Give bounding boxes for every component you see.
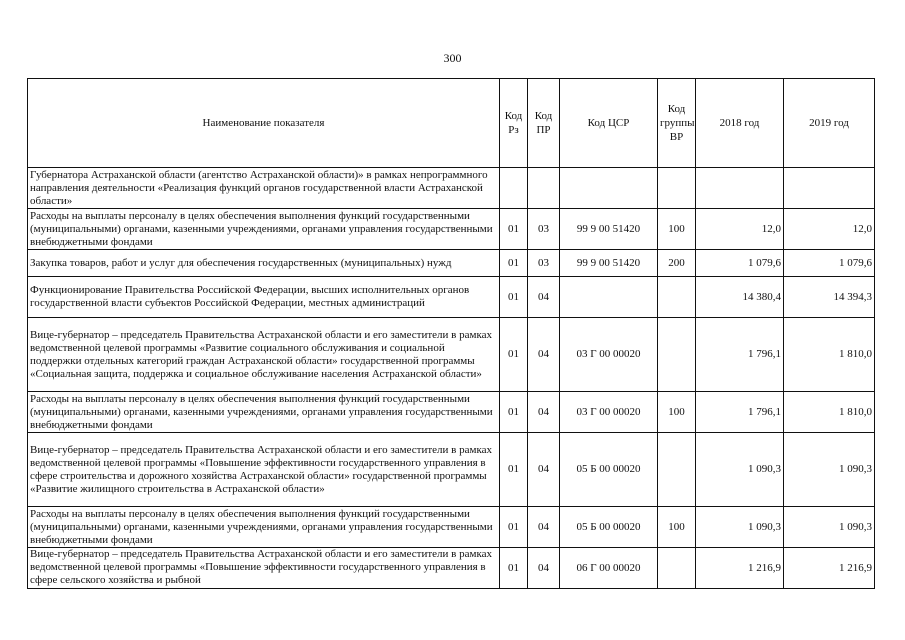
- row-rz: 01: [500, 433, 528, 507]
- row-2019: 1 079,6: [784, 250, 875, 277]
- table-row: [28, 318, 875, 392]
- row-rz: 01: [500, 507, 528, 548]
- row-pr: 04: [528, 433, 560, 507]
- row-pr: 04: [528, 318, 560, 392]
- row-name: Вице-губернатор – председатель Правительства Астраханской области и его заместители в рамках ведомственной целевой программы «Повышение эффективности государственного управления в сфере строительства и дорожного хозяйства Астраханской области» государственной программы «Развитие жилищного строительства в Астраханской области»: [28, 433, 500, 507]
- table-row: [28, 548, 875, 589]
- row-rz: 01: [500, 318, 528, 392]
- row-name: Расходы на выплаты персоналу в целях обеспечения выполнения функций государственными (муниципальными) органами, казенными учреждениями, органами управления государственными внебюджетными фондами: [28, 392, 500, 433]
- row-name: Закупка товаров, работ и услуг для обеспечения государственных (муниципальных) нужд: [28, 250, 500, 277]
- row-2018: 1 079,6: [696, 250, 784, 277]
- row-rz: 01: [500, 209, 528, 250]
- row-name: Расходы на выплаты персоналу в целях обеспечения выполнения функций государственными (муниципальными) органами, казенными учреждениями, органами управления государственными внебюджетными фондами: [28, 209, 500, 250]
- row-2018: 1 216,9: [696, 548, 784, 589]
- row-vr: [658, 168, 696, 209]
- row-csr: [560, 168, 658, 209]
- row-2019: 1 090,3: [784, 433, 875, 507]
- row-name: Функционирование Правительства Российской Федерации, высших исполнительных органов государственной власти субъектов Российской Федерации, местных администраций: [28, 277, 500, 318]
- header-csr: Код ЦСР: [560, 79, 658, 168]
- row-vr: [658, 318, 696, 392]
- row-rz: 01: [500, 250, 528, 277]
- row-rz: [500, 168, 528, 209]
- row-name: Губернатора Астраханской области (агентство Астраханской области)» в рамках непрограммного направления деятельности «Реализация функций органов государственной власти Астраханской области»: [28, 168, 500, 209]
- table-row: [28, 507, 875, 548]
- table-header-row: [28, 79, 875, 168]
- table-row: [28, 209, 875, 250]
- table-row: [28, 250, 875, 277]
- row-csr: 05 Б 00 00020: [560, 507, 658, 548]
- row-vr: 200: [658, 250, 696, 277]
- row-2019: 14 394,3: [784, 277, 875, 318]
- row-vr: 100: [658, 392, 696, 433]
- row-2019: 1 810,0: [784, 318, 875, 392]
- row-2018: 1 796,1: [696, 318, 784, 392]
- row-2018: 1 796,1: [696, 392, 784, 433]
- row-csr: 99 9 00 51420: [560, 250, 658, 277]
- row-rz: 01: [500, 392, 528, 433]
- row-rz: 01: [500, 277, 528, 318]
- row-csr: 06 Г 00 00020: [560, 548, 658, 589]
- row-csr: 03 Г 00 00020: [560, 318, 658, 392]
- row-pr: 03: [528, 250, 560, 277]
- row-2018: 12,0: [696, 209, 784, 250]
- row-name: Вице-губернатор – председатель Правительства Астраханской области и его заместители в рамках ведомственной целевой программы «Развитие социального обслуживания и социальной поддержки отдельных категорий граждан Астраханской области» государственной программы «Социальная защита, поддержка и социальное обслуживание населения Астраханской области»: [28, 318, 500, 392]
- row-csr: 03 Г 00 00020: [560, 392, 658, 433]
- header-2018: 2018 год: [696, 79, 784, 168]
- row-vr: 100: [658, 507, 696, 548]
- row-pr: 04: [528, 392, 560, 433]
- row-pr: 04: [528, 277, 560, 318]
- row-2019: 12,0: [784, 209, 875, 250]
- header-2019: 2019 год: [784, 79, 875, 168]
- row-2019: [784, 168, 875, 209]
- header-name: Наименование показателя: [28, 79, 500, 168]
- row-2019: 1 810,0: [784, 392, 875, 433]
- row-vr: [658, 433, 696, 507]
- row-csr: 05 Б 00 00020: [560, 433, 658, 507]
- row-2019: 1 216,9: [784, 548, 875, 589]
- row-pr: [528, 168, 560, 209]
- row-name: Вице-губернатор – председатель Правительства Астраханской области и его заместители в рамках ведомственной целевой программы «Повышение эффективности государственного управления в сфере сельского хозяйства и рыбной: [28, 548, 500, 589]
- row-vr: [658, 548, 696, 589]
- row-pr: 03: [528, 209, 560, 250]
- row-csr: 99 9 00 51420: [560, 209, 658, 250]
- row-csr: [560, 277, 658, 318]
- header-vr: Код группы ВР: [658, 79, 696, 168]
- row-2018: 14 380,4: [696, 277, 784, 318]
- row-name: Расходы на выплаты персоналу в целях обеспечения выполнения функций государственными (муниципальными) органами, казенными учреждениями, органами управления государственными внебюджетными фондами: [28, 507, 500, 548]
- table-row: [28, 277, 875, 318]
- table-row: [28, 433, 875, 507]
- header-pr: Код ПР: [528, 79, 560, 168]
- row-2018: [696, 168, 784, 209]
- row-vr: [658, 277, 696, 318]
- row-2018: 1 090,3: [696, 433, 784, 507]
- row-rz: 01: [500, 548, 528, 589]
- page-number: 300: [443, 51, 462, 65]
- row-pr: 04: [528, 548, 560, 589]
- row-pr: 04: [528, 507, 560, 548]
- table-row: [28, 392, 875, 433]
- row-2018: 1 090,3: [696, 507, 784, 548]
- table-row: [28, 168, 875, 209]
- row-2019: 1 090,3: [784, 507, 875, 548]
- row-vr: 100: [658, 209, 696, 250]
- header-rz: Код Рз: [500, 79, 528, 168]
- budget-table: [27, 78, 875, 589]
